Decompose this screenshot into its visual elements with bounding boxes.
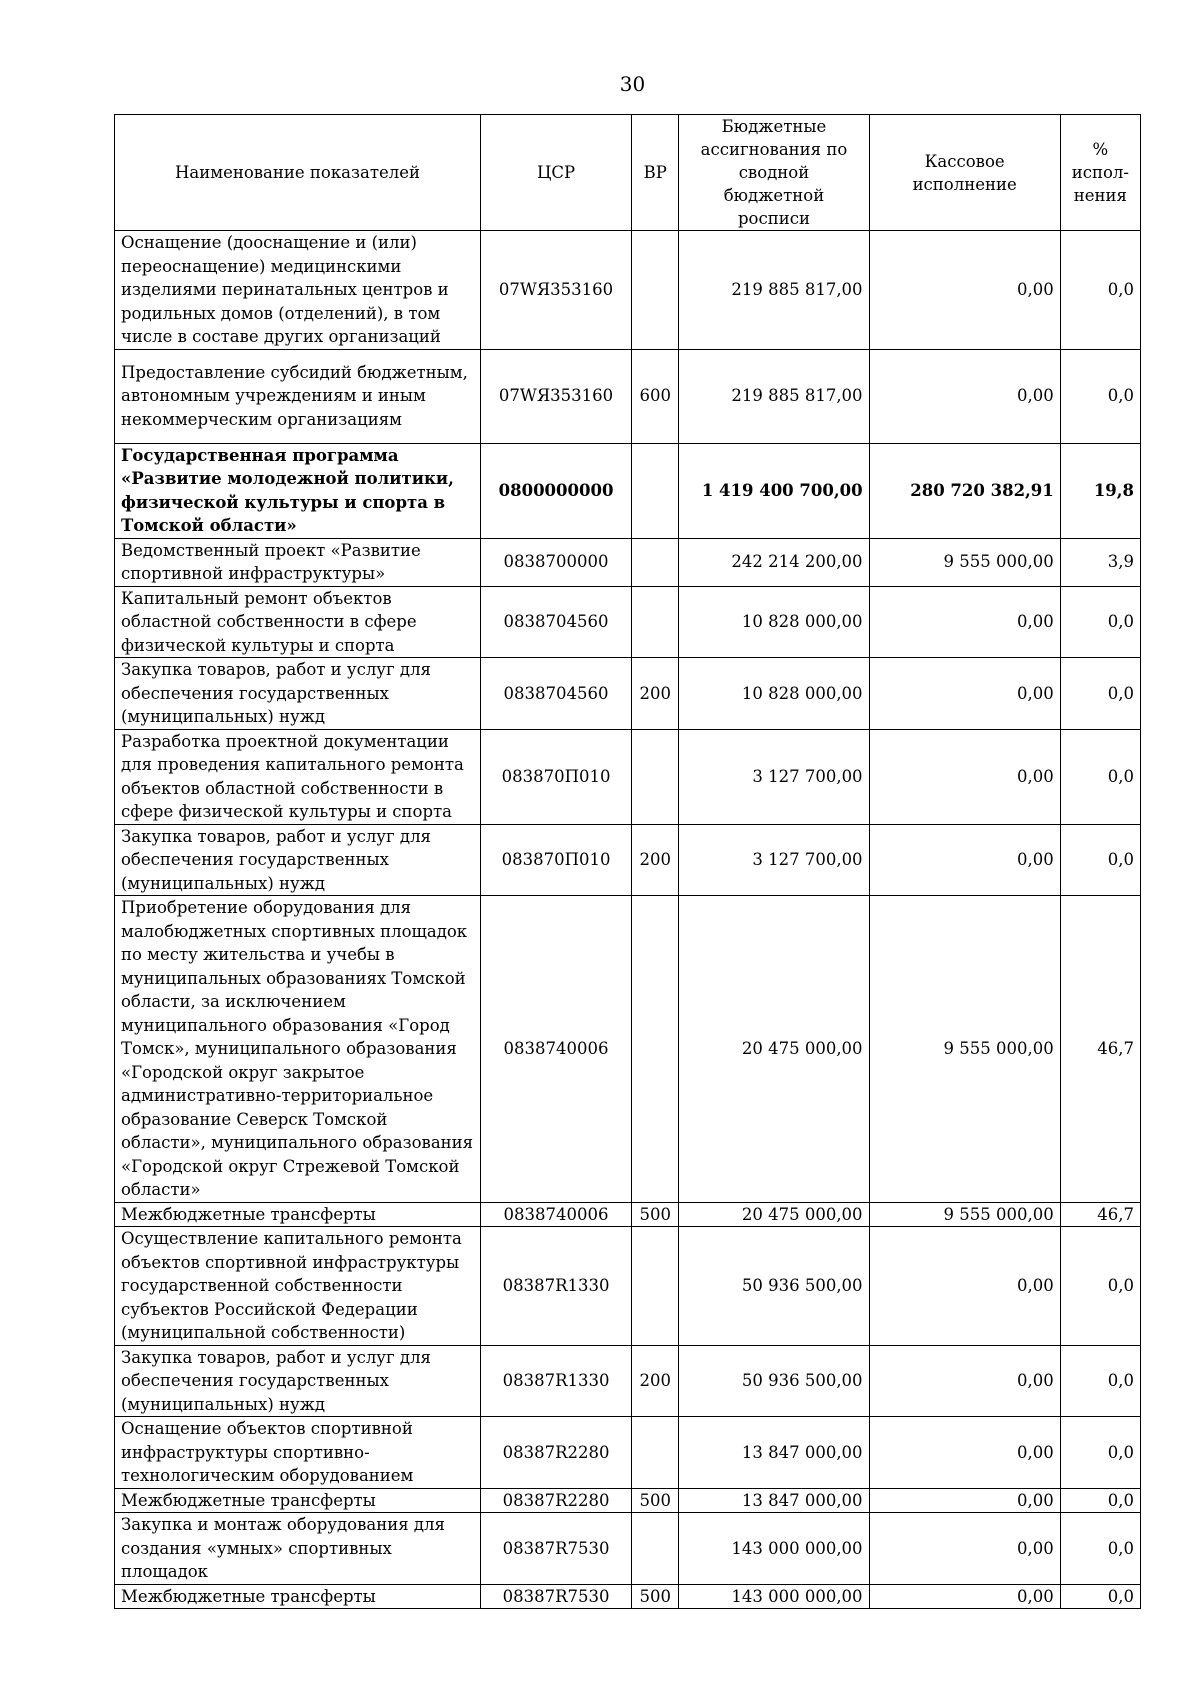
table-row [115,824,1141,896]
table-row [115,1513,1141,1585]
row-percent-cell: 0,0 [1060,824,1140,896]
table-row [115,896,1141,1203]
row-cash-cell: 0,00 [869,1584,1060,1609]
row-vr-cell [632,1227,679,1346]
table-row [115,1584,1141,1609]
row-percent-cell: 19,8 [1060,443,1140,538]
row-csr-cell: 0838740006 [480,896,631,1203]
row-percent-cell: 0,0 [1060,1417,1140,1489]
header-vr: ВР [632,115,679,231]
header-budget: Бюджетные ассигнования по сводной бюджетной росписи [679,115,869,231]
row-csr-cell: 0838700000 [480,538,631,586]
table-row [115,538,1141,586]
row-cash-cell: 0,00 [869,1227,1060,1346]
table-row [115,1202,1141,1227]
table-row [115,586,1141,658]
row-name-cell: Оснащение (дооснащение и (или) переоснащение) медицинскими изделиями перинатальных центров и родильных домов (отделений), в том числе в составе других организаций [115,231,481,350]
row-csr-cell: 0838704560 [480,658,631,730]
row-budget-cell: 50 936 500,00 [679,1227,869,1346]
row-budget-cell: 10 828 000,00 [679,586,869,658]
row-vr-cell: 200 [632,658,679,730]
row-name-cell: Осуществление капитального ремонта объектов спортивной инфраструктуры государственной собственности субъектов Российской Федерации (муниципальной собственности) [115,1227,481,1346]
row-cash-cell: 0,00 [869,586,1060,658]
row-budget-cell: 1 419 400 700,00 [679,443,869,538]
row-cash-cell: 9 555 000,00 [869,896,1060,1203]
row-budget-cell: 50 936 500,00 [679,1345,869,1417]
row-percent-cell: 0,0 [1060,349,1140,443]
row-vr-cell [632,1513,679,1585]
row-budget-cell: 143 000 000,00 [679,1584,869,1609]
row-percent-cell: 0,0 [1060,1513,1140,1585]
row-cash-cell: 9 555 000,00 [869,538,1060,586]
row-percent-cell: 0,0 [1060,586,1140,658]
row-csr-cell: 07WЯ353160 [480,231,631,350]
row-name-cell: Государственная программа «Развитие молодежной политики, физической культуры и спорта в Томской области» [115,443,481,538]
row-csr-cell: 0838740006 [480,1202,631,1227]
header-cash: Кассовое исполнение [869,115,1060,231]
header-row [115,115,1141,231]
header-name: Наименование показателей [115,115,481,231]
header-csr: ЦСР [480,115,631,231]
row-csr-cell: 0800000000 [480,443,631,538]
row-name-cell: Межбюджетные трансферты [115,1202,481,1227]
row-cash-cell: 0,00 [869,658,1060,730]
table-row [115,729,1141,824]
table-row [115,1345,1141,1417]
row-cash-cell: 0,00 [869,349,1060,443]
table-row [115,231,1141,350]
row-budget-cell: 242 214 200,00 [679,538,869,586]
row-budget-cell: 13 847 000,00 [679,1417,869,1489]
row-name-cell: Межбюджетные трансферты [115,1584,481,1609]
row-vr-cell [632,586,679,658]
table-row [115,349,1141,443]
row-percent-cell: 0,0 [1060,1227,1140,1346]
row-budget-cell: 3 127 700,00 [679,824,869,896]
row-csr-cell: 083870П010 [480,824,631,896]
row-budget-cell: 20 475 000,00 [679,1202,869,1227]
row-vr-cell [632,729,679,824]
row-vr-cell [632,1417,679,1489]
row-budget-cell: 219 885 817,00 [679,349,869,443]
row-vr-cell [632,896,679,1203]
row-percent-cell: 0,0 [1060,1488,1140,1513]
table-row [115,1417,1141,1489]
row-vr-cell: 600 [632,349,679,443]
row-cash-cell: 0,00 [869,824,1060,896]
row-percent-cell: 0,0 [1060,1584,1140,1609]
row-percent-cell: 46,7 [1060,896,1140,1203]
row-vr-cell: 500 [632,1202,679,1227]
row-cash-cell: 0,00 [869,1345,1060,1417]
row-name-cell: Разработка проектной документации для проведения капитального ремонта объектов областной собственности в сфере физической культуры и спорта [115,729,481,824]
row-name-cell: Предоставление субсидий бюджетным, автономным учреждениям и иным некоммерческим организациям [115,349,481,443]
row-csr-cell: 08387R1330 [480,1345,631,1417]
row-name-cell: Оснащение объектов спортивной инфраструктуры спортивно-технологическим оборудованием [115,1417,481,1489]
row-csr-cell: 08387R2280 [480,1417,631,1489]
header-percent: % испол-нения [1060,115,1140,231]
row-name-cell: Закупка товаров, работ и услуг для обеспечения государственных (муниципальных) нужд [115,1345,481,1417]
row-name-cell: Капитальный ремонт объектов областной собственности в сфере физической культуры и спорта [115,586,481,658]
row-csr-cell: 08387R1330 [480,1227,631,1346]
table-row [115,1227,1141,1346]
row-csr-cell: 08387R7530 [480,1513,631,1585]
row-cash-cell: 0,00 [869,231,1060,350]
row-cash-cell: 0,00 [869,1417,1060,1489]
row-name-cell: Закупка товаров, работ и услуг для обеспечения государственных (муниципальных) нужд [115,824,481,896]
row-csr-cell: 07WЯ353160 [480,349,631,443]
budget-table [114,114,1141,1609]
row-csr-cell: 0838704560 [480,586,631,658]
row-budget-cell: 13 847 000,00 [679,1488,869,1513]
row-percent-cell: 3,9 [1060,538,1140,586]
row-budget-cell: 10 828 000,00 [679,658,869,730]
table-row [115,658,1141,730]
row-vr-cell: 200 [632,1345,679,1417]
page-number: 30 [619,72,646,96]
row-name-cell: Закупка и монтаж оборудования для создания «умных» спортивных площадок [115,1513,481,1585]
row-percent-cell: 46,7 [1060,1202,1140,1227]
row-cash-cell: 280 720 382,91 [869,443,1060,538]
row-cash-cell: 0,00 [869,729,1060,824]
row-name-cell: Закупка товаров, работ и услуг для обеспечения государственных (муниципальных) нужд [115,658,481,730]
row-budget-cell: 20 475 000,00 [679,896,869,1203]
row-percent-cell: 0,0 [1060,729,1140,824]
row-name-cell: Межбюджетные трансферты [115,1488,481,1513]
row-csr-cell: 08387R2280 [480,1488,631,1513]
row-vr-cell [632,231,679,350]
row-name-cell: Приобретение оборудования для малобюджетных спортивных площадок по месту жительства и учебы в муниципальных образованиях Томской области, за исключением муниципального образования «Город Томск», муниципального образования «Городской округ закрытое административно-территориальное образование Северск Томской области», муниципального образования «Городской округ Стрежевой Томской области» [115,896,481,1203]
table-row [115,1488,1141,1513]
row-cash-cell: 0,00 [869,1513,1060,1585]
row-percent-cell: 0,0 [1060,231,1140,350]
row-vr-cell: 200 [632,824,679,896]
row-percent-cell: 0,0 [1060,658,1140,730]
row-name-cell: Ведомственный проект «Развитие спортивной инфраструктуры» [115,538,481,586]
row-percent-cell: 0,0 [1060,1345,1140,1417]
row-budget-cell: 143 000 000,00 [679,1513,869,1585]
row-vr-cell: 500 [632,1488,679,1513]
row-cash-cell: 0,00 [869,1488,1060,1513]
row-vr-cell: 500 [632,1584,679,1609]
row-csr-cell: 083870П010 [480,729,631,824]
table-row [115,443,1141,538]
row-vr-cell [632,443,679,538]
row-vr-cell [632,538,679,586]
row-budget-cell: 219 885 817,00 [679,231,869,350]
row-cash-cell: 9 555 000,00 [869,1202,1060,1227]
row-csr-cell: 08387R7530 [480,1584,631,1609]
row-budget-cell: 3 127 700,00 [679,729,869,824]
